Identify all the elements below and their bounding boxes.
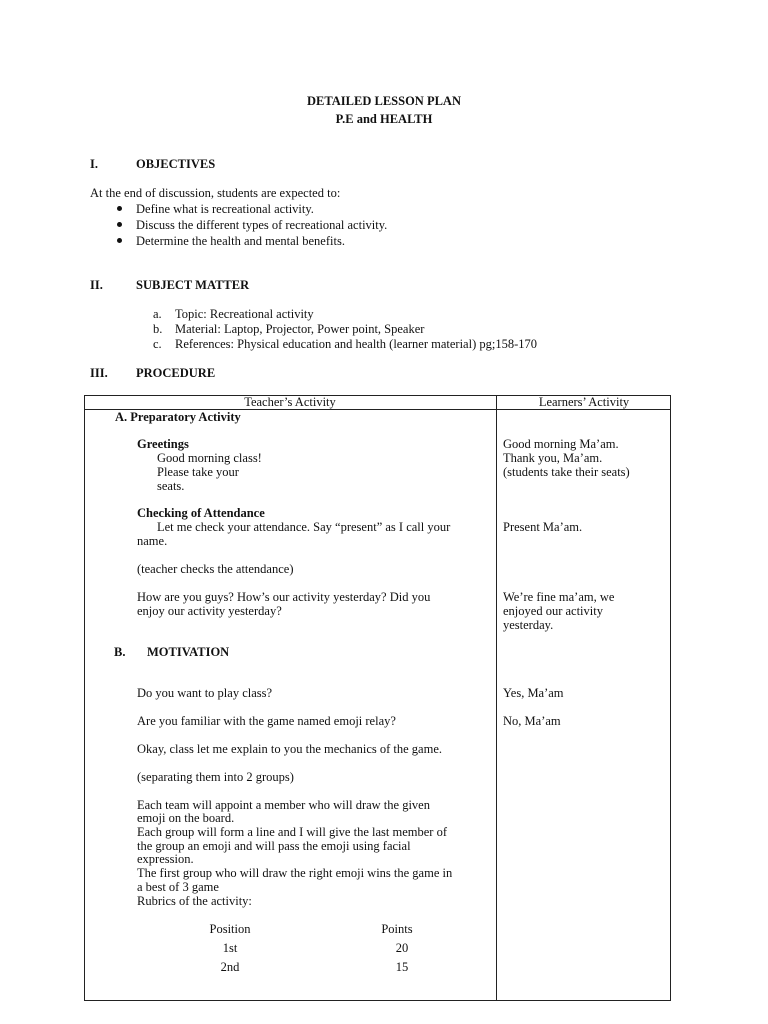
objective-item: Discuss the different types of recreational activity. [136, 218, 388, 232]
learner-line: Yes, Ma’am [503, 686, 564, 700]
motivation-marker: B. [114, 645, 126, 659]
teacher-line: the group an emoji and will pass the emoji using facial [137, 839, 411, 853]
teacher-line: Each group will form a line and I will give the last member of [137, 825, 447, 839]
learners-activity-header: Learners’ Activity [538, 395, 630, 409]
rubric-position-header: Position [209, 922, 251, 936]
subject-item-marker: a. [153, 307, 162, 321]
rubric-points: 15 [395, 960, 409, 974]
learner-line: No, Ma’am [503, 714, 561, 728]
teacher-line: name. [137, 534, 168, 548]
learner-line: (students take their seats) [503, 465, 630, 479]
rubric-points-header: Points [381, 922, 413, 936]
teacher-line: enjoy our activity yesterday? [137, 604, 282, 618]
subject-matter-heading: SUBJECT MATTER [136, 278, 250, 292]
teacher-line: Do you want to play class? [137, 686, 273, 700]
teacher-line: Good morning class! [157, 451, 262, 465]
bullet-icon [117, 238, 122, 243]
teacher-line: Please take your [157, 465, 239, 479]
rubric-points: 20 [395, 941, 409, 955]
rubric-position: 1st [222, 941, 238, 955]
learner-line: We’re fine ma’am, we [503, 590, 615, 604]
teacher-line: (separating them into 2 groups) [137, 770, 294, 784]
teacher-line: a best of 3 game [137, 880, 219, 894]
teacher-line: seats. [157, 479, 185, 493]
learner-line: Present Ma’am. [503, 520, 583, 534]
bullet-icon [117, 206, 122, 211]
rubric-position: 2nd [220, 960, 240, 974]
bullet-icon [117, 222, 122, 227]
subject-item-marker: c. [153, 337, 162, 351]
objectives-intro: At the end of discussion, students are expected to: [90, 186, 341, 200]
teacher-line: How are you guys? How’s our activity yesterday? Did you [137, 590, 431, 604]
subject-matter-numeral: II. [90, 278, 103, 292]
subject-item-text: Topic: Recreational activity [175, 307, 314, 321]
learner-line: Thank you, Ma’am. [503, 451, 603, 465]
teacher-line: Are you familiar with the game named emoji relay? [137, 714, 396, 728]
teacher-line: Rubrics of the activity: [137, 894, 252, 908]
subject-item-text: References: Physical education and health (learner material) pg;158-170 [175, 337, 538, 351]
subject-item-text: Material: Laptop, Projector, Power point, Speaker [175, 322, 425, 336]
greetings-heading: Greetings [137, 437, 189, 451]
learner-line: Good morning Ma’am. [503, 437, 619, 451]
teacher-line: Okay, class let me explain to you the mechanics of the game. [137, 742, 442, 756]
objective-item: Determine the health and mental benefits. [136, 234, 345, 248]
teacher-line: (teacher checks the attendance) [137, 562, 294, 576]
attendance-heading: Checking of Attendance [137, 506, 265, 520]
learner-line: yesterday. [503, 618, 554, 632]
procedure-heading: PROCEDURE [136, 366, 216, 380]
procedure-numeral: III. [90, 366, 108, 380]
objective-item: Define what is recreational activity. [136, 202, 314, 216]
teacher-activity-header: Teacher’s Activity [244, 395, 336, 409]
teacher-line: expression. [137, 852, 194, 866]
subject-item-marker: b. [153, 322, 163, 336]
column-divider [496, 395, 497, 1001]
teacher-line: emoji on the board. [137, 811, 235, 825]
learner-line: enjoyed our activity [503, 604, 603, 618]
document-subtitle: P.E and HEALTH [335, 112, 433, 126]
teacher-line: Each team will appoint a member who will draw the given [137, 798, 430, 812]
document-title: DETAILED LESSON PLAN [307, 94, 461, 108]
motivation-heading: MOTIVATION [147, 645, 230, 659]
objectives-heading: OBJECTIVES [136, 157, 216, 171]
teacher-line: Let me check your attendance. Say “present” as I call your [157, 520, 451, 534]
preparatory-activity-heading: A. Preparatory Activity [115, 410, 241, 424]
teacher-line: The first group who will draw the right emoji wins the game in [137, 866, 453, 880]
objectives-numeral: I. [90, 157, 98, 171]
